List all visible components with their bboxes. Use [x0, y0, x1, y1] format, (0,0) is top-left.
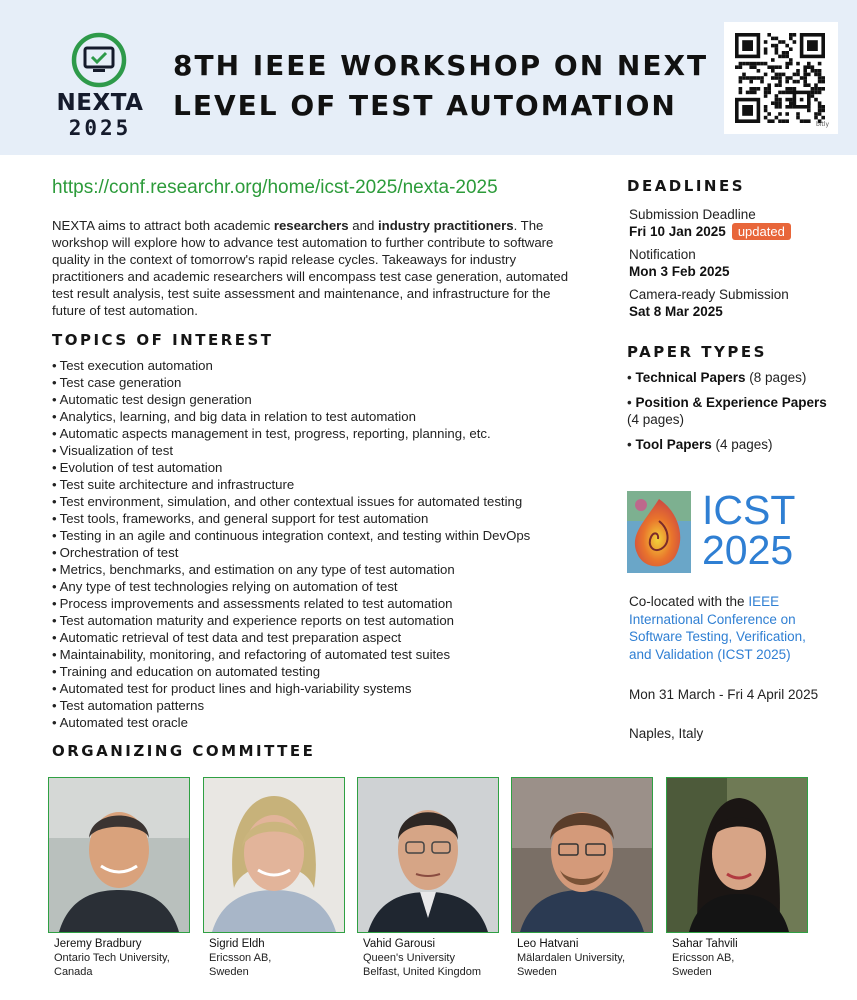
member-name: Jeremy Bradbury: [54, 938, 142, 950]
topic-item: • Testing in an agile and continuous integration context, and testing within DevOps: [52, 527, 597, 544]
monitor-check-icon: [71, 32, 127, 88]
logo-year: 2025: [68, 116, 132, 140]
topic-item: • Maintainability, monitoring, and refactoring of automated test suites: [52, 646, 597, 663]
member-photo: [48, 777, 190, 933]
topic-item: • Automatic test design generation: [52, 391, 597, 408]
topic-item: • Test execution automation: [52, 357, 597, 374]
topic-item: • Test automation patterns: [52, 697, 597, 714]
committee-member: [511, 777, 653, 979]
paper-type-pages: (4 pages): [711, 437, 773, 452]
conference-location: Naples, Italy: [629, 726, 704, 741]
deadline-label: Camera-ready Submission: [629, 287, 789, 302]
icst-artwork-image: [627, 491, 691, 573]
topic-item: • Test case generation: [52, 374, 597, 391]
member-name: Sahar Tahvili: [672, 938, 738, 950]
intro-paragraph: [52, 217, 587, 319]
deadline-date: [629, 223, 839, 240]
committee-member: [357, 777, 499, 979]
qr-code-icon: [735, 33, 825, 123]
icst-logo-text: [702, 487, 822, 573]
intro-bold-2: industry practitioners: [377, 218, 514, 233]
topic-item: • Test environment, simulation, and other contextual issues for automated testing: [52, 493, 597, 510]
paper-type-name: Tool Papers: [635, 437, 712, 452]
portrait-image: [49, 778, 189, 932]
topic-item: • Visualization of test: [52, 442, 597, 459]
member-name: Sigrid Eldh: [209, 938, 265, 950]
topic-item: • Analytics, learning, and big data in relation to test automation: [52, 408, 597, 425]
icst-name: ICST: [702, 487, 796, 533]
member-affiliation: Mälardalen University, Sweden: [517, 952, 626, 978]
portrait-image: [667, 778, 807, 932]
topic-item: • Test tools, frameworks, and general support for test automation: [52, 510, 597, 527]
deadline-date: Sat 8 Mar 2025: [629, 304, 723, 319]
deadline-date: Mon 3 Feb 2025: [629, 264, 730, 279]
logo-name: NEXTA: [56, 90, 144, 116]
paper-type-name: Technical Papers: [635, 370, 746, 385]
topic-item: • Automated test for product lines and high-variability systems: [52, 680, 597, 697]
member-name: Leo Hatvani: [517, 938, 579, 950]
committee-member: [666, 777, 808, 979]
member-name: Vahid Garousi: [363, 938, 436, 950]
member-affiliation: Ontario Tech University, Canada: [54, 952, 170, 978]
title-line-2: LEVEL OF TEST AUTOMATION: [173, 89, 677, 122]
deadline-date-text: Fri 10 Jan 2025: [629, 224, 726, 239]
deadline-label: Submission Deadline: [629, 207, 756, 222]
topic-item: • Metrics, benchmarks, and estimation on any type of test automation: [52, 561, 597, 578]
topic-item: • Automated test oracle: [52, 714, 597, 731]
topic-item: • Orchestration of test: [52, 544, 597, 561]
member-photo: [203, 777, 345, 933]
deadline-label: Notification: [629, 247, 696, 262]
portrait-image: [204, 778, 344, 932]
conference-dates: Mon 31 March - Fri 4 April 2025: [629, 687, 819, 702]
workshop-url-link[interactable]: https://conf.researchr.org/home/icst-2025/nexta-2025: [52, 177, 498, 198]
deadline-camera-ready: [629, 286, 839, 320]
updated-badge: updated: [732, 223, 791, 240]
deadlines-heading: DEADLINES: [627, 177, 746, 195]
member-affiliation: Queen's University Belfast, United Kingdom: [363, 952, 482, 978]
committee-member: [203, 777, 345, 979]
header-banner: [0, 0, 857, 155]
paper-types-heading: PAPER TYPES: [627, 343, 767, 361]
member-affiliation: Ericsson AB, Sweden: [209, 952, 272, 978]
topic-item: • Automatic aspects management in test, progress, reporting, planning, etc.: [52, 425, 597, 442]
paper-type-item: • Tool Papers (4 pages): [627, 437, 773, 452]
paper-type-pages: (4 pages): [627, 412, 685, 427]
member-affiliation: Ericsson AB, Sweden: [672, 952, 735, 978]
page-title: [173, 46, 713, 126]
colocated-prefix: Co-located with the: [629, 594, 749, 609]
deadline-notification: [629, 246, 839, 280]
title-line-1: 8TH IEEE WORKSHOP ON NEXT: [173, 49, 709, 82]
committee-member: [48, 777, 190, 979]
intro-text-1: NEXTA aims to attract both academic: [52, 218, 274, 233]
topic-item: • Any type of test technologies relying on automation of test: [52, 578, 597, 595]
paper-type-item: • Position & Experience Papers (4 pages): [627, 395, 827, 427]
topic-item: • Training and education on automated testing: [52, 663, 597, 680]
portrait-image: [358, 778, 498, 932]
portrait-image: [512, 778, 652, 932]
topic-item: • Test suite architecture and infrastructure: [52, 476, 597, 493]
nexta-logo: [56, 32, 146, 142]
committee-heading: ORGANIZING COMMITTEE: [52, 742, 316, 760]
icst-year: 2025: [702, 527, 794, 573]
topic-item: • Automatic retrieval of test data and test preparation aspect: [52, 629, 597, 646]
intro-text-2: and: [348, 218, 378, 233]
member-photo: [357, 777, 499, 933]
paper-type-pages: (8 pages): [745, 370, 807, 385]
intro-bold-1: researchers: [273, 218, 349, 233]
topic-item: • Evolution of test automation: [52, 459, 597, 476]
qr-code[interactable]: [724, 22, 838, 134]
colocated-text: [629, 593, 824, 663]
member-photo: [511, 777, 653, 933]
icst-conference-link[interactable]: IEEE International Conference on Software Testing, Verification, and Validation (ICST 2025): [629, 594, 806, 662]
topics-list: [52, 357, 597, 731]
intro-text-3: . The workshop will explore how to advance test automation to further contribute to software quality in the context of tomorrow's rapid release cycles. Takeaways for industry practitioners and academic researchers will encompass test case generation, automated test result analysis, test suite assessment and maintenance, and infrastructure for the future of test automation.: [52, 218, 569, 318]
paper-type-name: Position & Experience Papers: [635, 395, 827, 410]
paper-type-item: • Technical Papers (8 pages): [627, 370, 807, 385]
deadline-submission: [629, 206, 839, 240]
topic-item: • Test automation maturity and experience reports on test automation: [52, 612, 597, 629]
topics-heading: TOPICS OF INTEREST: [52, 331, 274, 349]
member-photo: [666, 777, 808, 933]
topic-item: • Process improvements and assessments related to test automation: [52, 595, 597, 612]
qr-tag: bitly: [815, 121, 829, 128]
paper-types-list: [627, 369, 837, 461]
